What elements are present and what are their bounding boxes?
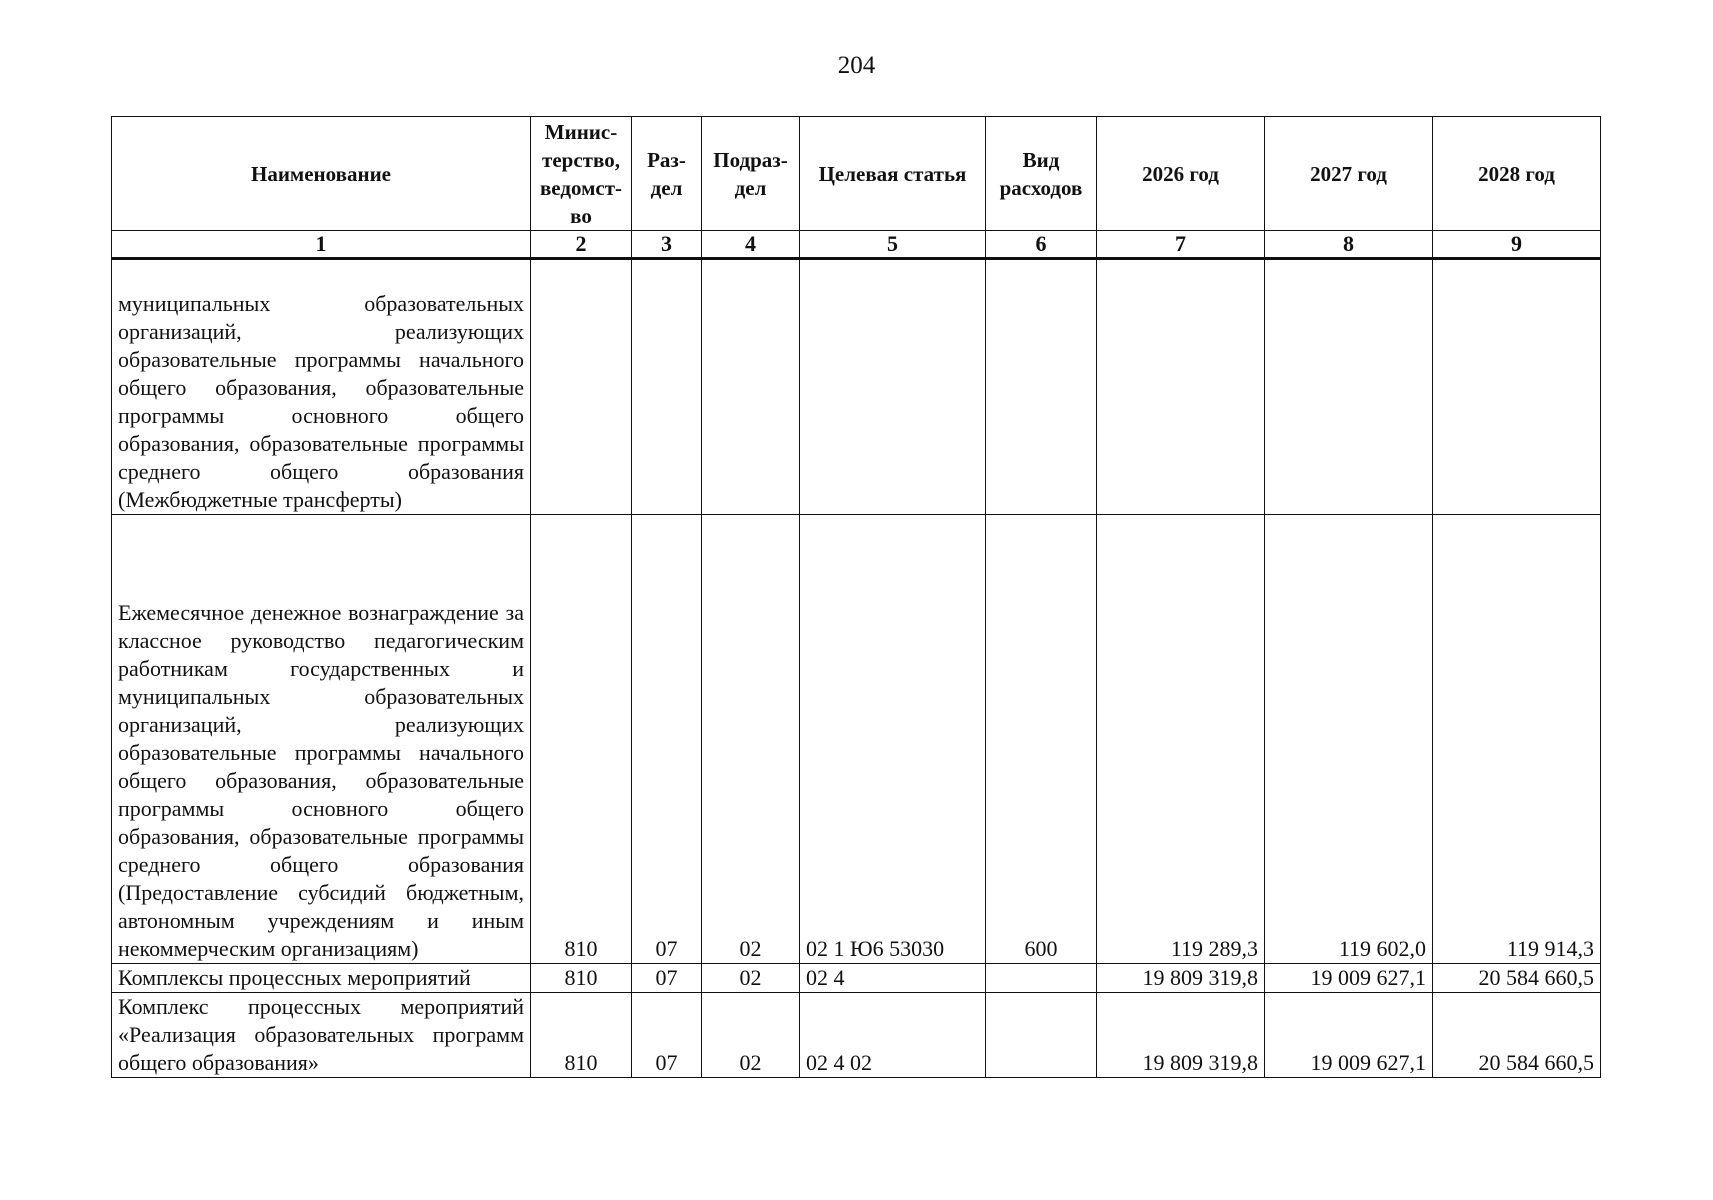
table-header-row <box>112 117 1601 231</box>
row-2028: 20 584 660,5 <box>1433 964 1601 993</box>
row-2028: 119 914,3 <box>1433 515 1601 964</box>
row-subsection: 02 <box>702 993 800 1078</box>
row-ministry: 810 <box>531 515 632 964</box>
row-target-article: 02 4 02 <box>800 993 986 1078</box>
row-2027 <box>1265 259 1433 515</box>
row-ministry: 810 <box>531 993 632 1078</box>
table-row <box>112 993 1601 1078</box>
column-number-row <box>112 231 1601 259</box>
row-ministry: 810 <box>531 964 632 993</box>
header-2026: 2026 год <box>1097 117 1265 231</box>
row-subsection: 02 <box>702 964 800 993</box>
row-section: 07 <box>632 993 702 1078</box>
row-expense-type <box>986 993 1097 1078</box>
row-2026: 19 809 319,8 <box>1097 993 1265 1078</box>
row-2027: 19 009 627,1 <box>1265 964 1433 993</box>
page-number: 204 <box>837 52 876 79</box>
row-expense-type: 600 <box>986 515 1097 964</box>
header-ministry: Минис-терство, ведомст-во <box>531 117 632 231</box>
row-expense-type <box>986 259 1097 515</box>
row-target-article: 02 4 <box>800 964 986 993</box>
table-row <box>112 259 1601 515</box>
column-number: 2 <box>531 231 632 259</box>
row-ministry <box>531 259 632 515</box>
budget-table <box>111 116 1601 1078</box>
column-number: 3 <box>632 231 702 259</box>
column-number: 1 <box>112 231 531 259</box>
table-row <box>112 964 1601 993</box>
row-2028: 20 584 660,5 <box>1433 993 1601 1078</box>
header-2028: 2028 год <box>1433 117 1601 231</box>
row-2028 <box>1433 259 1601 515</box>
row-section <box>632 259 702 515</box>
header-section: Раз-дел <box>632 117 702 231</box>
column-number: 9 <box>1433 231 1601 259</box>
row-2027: 19 009 627,1 <box>1265 993 1433 1078</box>
column-number: 4 <box>702 231 800 259</box>
column-number: 6 <box>986 231 1097 259</box>
table-row <box>112 515 1601 964</box>
row-2026 <box>1097 259 1265 515</box>
column-number: 7 <box>1097 231 1265 259</box>
row-section: 07 <box>632 964 702 993</box>
row-name: Комплекс процессных мероприятий «Реализация образовательных программ общего образования» <box>112 993 531 1078</box>
row-name: Комплексы процессных мероприятий <box>112 964 531 993</box>
row-name: Ежемесячное денежное вознаграждение за классное руководство педагогическим работникам государственных и муниципальных образовательных организаций, реализующих образовательные программы начального общего образования, образовательные программы основного общего образования, образовательные программы среднего общего образования (Предоставление субсидий бюджетным, автономным учреждениям и иным некоммерческим организациям) <box>112 515 531 964</box>
header-target-article: Целевая статья <box>800 117 986 231</box>
header-subsection: Подраз-дел <box>702 117 800 231</box>
row-2026: 119 289,3 <box>1097 515 1265 964</box>
row-name: муниципальных образовательных организаций, реализующих образовательные программы начального общего образования, образовательные программы основного общего образования, образовательные программы среднего общего образования (Межбюджетные трансферты) <box>112 259 531 515</box>
header-expense-type: Вид расходов <box>986 117 1097 231</box>
header-2027: 2027 год <box>1265 117 1433 231</box>
row-subsection <box>702 259 800 515</box>
column-number: 5 <box>800 231 986 259</box>
row-target-article: 02 1 Ю6 53030 <box>800 515 986 964</box>
row-2026: 19 809 319,8 <box>1097 964 1265 993</box>
row-expense-type <box>986 964 1097 993</box>
column-number: 8 <box>1265 231 1433 259</box>
row-target-article <box>800 259 986 515</box>
row-subsection: 02 <box>702 515 800 964</box>
row-2027: 119 602,0 <box>1265 515 1433 964</box>
row-section: 07 <box>632 515 702 964</box>
header-name: Наименование <box>112 117 531 231</box>
